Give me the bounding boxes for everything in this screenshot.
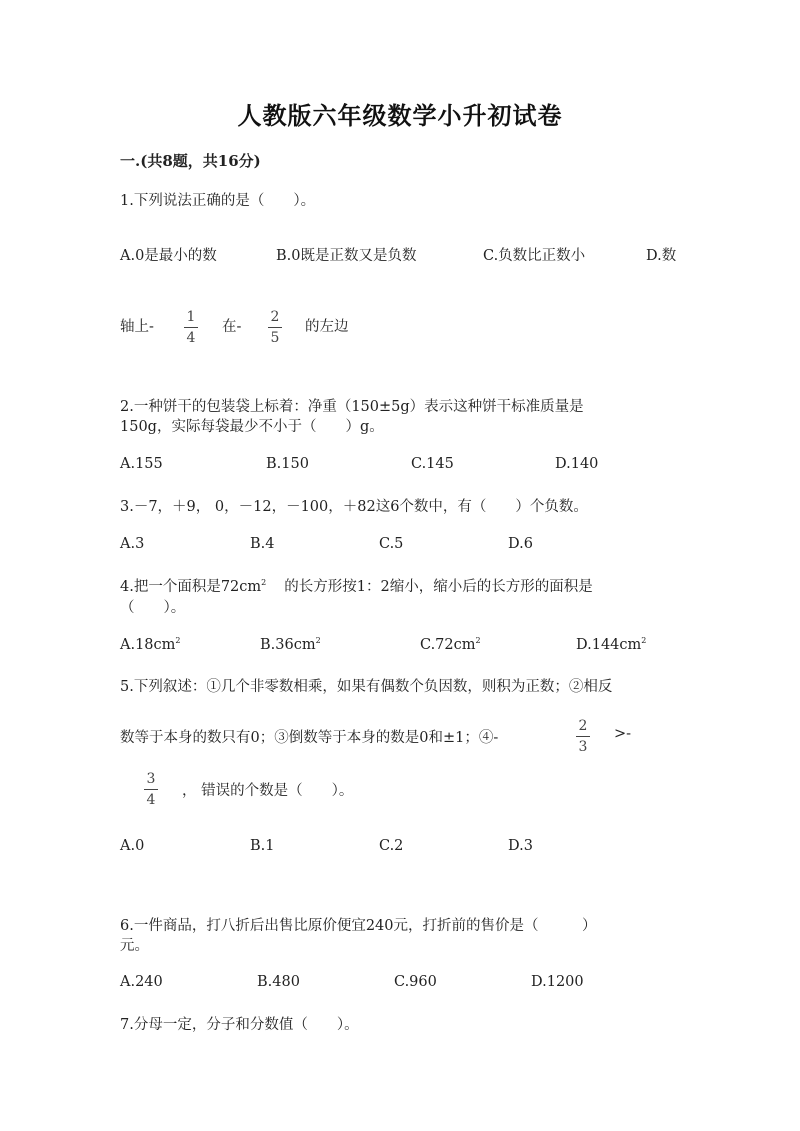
fraction-denominator: 3 [578,739,588,755]
question-3-stem: 3.－7，＋9， 0，－12，－100，＋82这6个数中，有（ ）个负数。 [120,499,588,515]
question-1-option-a[interactable]: A.0是最小的数 [120,248,217,264]
fraction-denominator: 5 [270,330,280,346]
fraction-denominator: 4 [186,330,196,346]
fraction-numerator: 1 [186,309,196,325]
question-6-option-c[interactable]: C.960 [394,974,437,990]
question-2-option-a[interactable]: A.155 [120,456,163,472]
question-1-option-d[interactable]: D.数 [646,248,677,264]
fraction-numerator: 2 [270,309,280,325]
question-6-option-b[interactable]: B.480 [257,974,300,990]
fraction-bar [144,789,158,790]
greater-than-sign: >- [614,726,632,742]
question-3-option-c[interactable]: C.5 [379,536,404,552]
question-1-stem: 1.下列说法正确的是（ ）。 [120,193,316,209]
superscript-2: 2 [641,636,647,645]
question-5-stem-line2: 数等于本身的数只有0；③倒数等于本身的数是0和±1；④- [120,730,499,746]
question-1-option-b[interactable]: B.0既是正数又是负数 [276,248,417,264]
question-5-stem-line1: 5.下列叙述：①几个非零数相乘，如果有偶数个负因数，则积为正数；②相反 [120,679,613,695]
question-6-stem-line1: 6.一件商品，打八折后出售比原价便宜240元，打折前的售价是（ ） [120,918,597,934]
fraction-numerator: 2 [578,718,588,734]
question-6-option-d[interactable]: D.1200 [531,974,584,990]
fraction-denominator: 4 [146,792,156,808]
question-3-option-b[interactable]: B.4 [250,536,275,552]
question-4-option-d[interactable] [576,636,646,653]
question-1-option-c[interactable]: C.负数比正数小 [483,248,586,264]
question-1-option-d-cont: 轴上- [120,319,154,335]
option-text: C.72cm [420,636,476,653]
question-2-option-c[interactable]: C.145 [411,456,454,472]
question-4-stem-part2: 的长方形按1：2缩小，缩小后的长方形的面积是 [284,579,593,595]
superscript-2: 2 [261,578,267,588]
superscript-2: 2 [475,636,481,645]
question-4-stem-part1: 4.把一个面积是72cm [120,579,262,595]
fraction-bar [268,327,282,328]
superscript-2: 2 [175,636,181,645]
question-6-option-a[interactable]: A.240 [120,974,163,990]
fraction-bar [184,327,198,328]
fraction-three-quarters [144,771,158,808]
question-5-option-c[interactable]: C.2 [379,838,404,854]
section-heading: 一.(共8题，共16分) [120,152,261,170]
fraction-two-fifths [268,309,282,346]
option-text: A.18cm [120,636,176,653]
question-4-stem-line1 [120,575,593,596]
question-4-option-a[interactable] [120,636,181,653]
option-text: D.144cm [576,636,642,653]
question-1-option-d-end: 的左边 [305,319,349,335]
page-title: 人教版六年级数学小升初试卷 [237,101,563,130]
fraction-one-quarter [184,309,198,346]
question-2-option-b[interactable]: B.150 [266,456,309,472]
question-7-stem: 7.分母一定，分子和分数值（ ）。 [120,1017,359,1033]
fraction-two-thirds [576,718,590,755]
superscript-2: 2 [315,636,321,645]
question-4-option-b[interactable] [260,636,321,653]
fraction-numerator: 3 [146,771,156,787]
question-5-option-d[interactable]: D.3 [508,838,533,854]
question-6-stem-line2: 元。 [120,938,149,954]
option-text: B.36cm [260,636,316,653]
fraction-bar [576,736,590,737]
question-4-option-c[interactable] [420,636,481,653]
question-2-stem-line2: 150g，实际每袋最少不小于（ ）g。 [120,419,384,435]
question-3-option-a[interactable]: A.3 [120,536,145,552]
question-2-option-d[interactable]: D.140 [555,456,599,472]
question-4-stem-line2: （ ）。 [120,600,186,616]
question-1-option-d-text: 在- [222,319,242,335]
question-3-option-d[interactable]: D.6 [508,536,533,552]
question-5-option-a[interactable]: A.0 [120,838,145,854]
question-5-stem-line3: ， 错误的个数是（ ）。 [182,783,354,799]
question-2-stem-line1: 2.一种饼干的包装袋上标着：净重（150±5g）表示这种饼干标准质量是 [120,399,584,415]
question-5-option-b[interactable]: B.1 [250,838,275,854]
